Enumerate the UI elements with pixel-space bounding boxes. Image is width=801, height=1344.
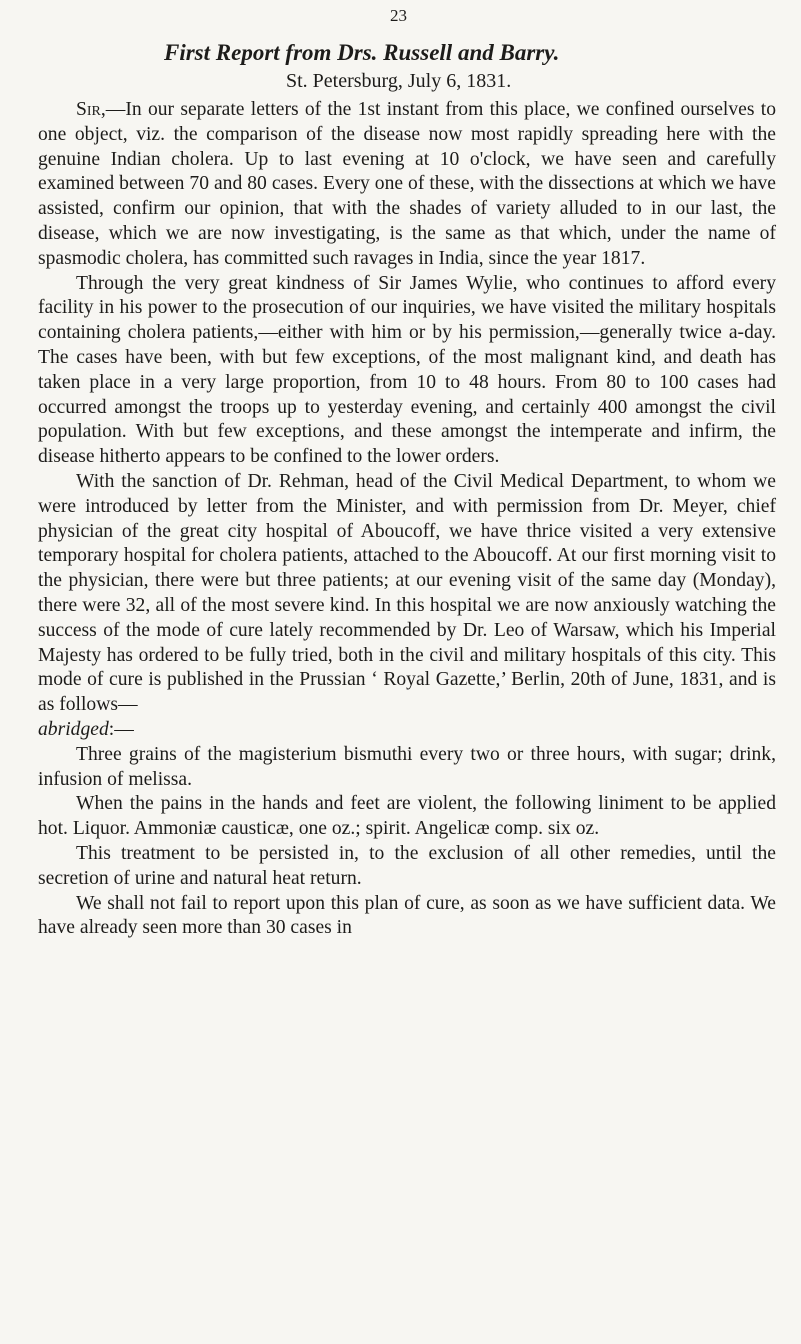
report-body xyxy=(38,98,776,941)
paragraph-1 xyxy=(38,98,776,272)
paragraph-1-text: —In our separate letters of the 1st instant from this place, we confined ourselves to one object, viz. the comparison of the disease now most rapidly spreading here with the genuine Indian cholera. Up to last evening at 10 o'clock, we have seen and carefully examined between 70 and 80 cases. Every one of these, with the dissections at which we have assisted, confirm our opinion, that with the shades of variety alluded to in our last, the disease, which we are now investigating, is the same as that which, under the name of spasmodic cholera, has committed such ravages in India, since the year 1817. xyxy=(38,99,776,269)
page-number: 23 xyxy=(390,6,407,25)
dateline: St. Petersburg, July 6, 1831. xyxy=(286,70,512,92)
abridged-label: abridged xyxy=(38,718,109,740)
paragraph-6: This treatment to be persisted in, to the exclusion of all other remedies, until the secretion of urine and natural heat return. xyxy=(38,842,776,889)
paragraph-5: When the pains in the hands and feet are violent, the following liniment to be applied hot. Liquor. Ammoniæ causticæ, one oz.; spirit. Angelicæ comp. six oz. xyxy=(38,793,776,840)
abridged-suffix: :— xyxy=(108,718,134,740)
paragraph-4: Three grains of the magisterium bismuthi every two or three hours, with sugar; drink, infusion of melissa. xyxy=(38,743,776,790)
paragraph-3-text: With the sanction of Dr. Rehman, head of the Civil Medical Department, to whom we were introduced by letter from the Minister, and with permission from Dr. Meyer, chief physician of the great city hospital of Aboucoff, we have thrice visited a very extensive temporary hospital for cholera patients, attached to the Aboucoff. At our first morning visit to the physician, there were but three patients; at our evening visit of the same day (Monday), there were 32, all of the most severe kind. In this hospital we are now anxiously watching the success of the mode of cure lately recommended by Dr. Leo of Warsaw, which his Imperial Majesty has ordered to be fully tried, both in the civil and military hospitals of this city. This mode of cure is published in the Prussian ‘ Royal Gazette,’ Berlin, 20th of June, 1831, and is as follows— xyxy=(38,470,776,716)
paragraph-3 xyxy=(38,470,776,743)
salutation: Sir, xyxy=(76,99,106,120)
paragraph-7: We shall not fail to report upon this plan of cure, as soon as we have sufficient data. We have already seen more than 30 cases in xyxy=(38,892,776,939)
paragraph-2: Through the very great kindness of Sir James Wylie, who continues to afford every facility in his power to the prosecution of our inquiries, we have visited the military hospitals containing cholera patients,—either with him or by his permission,—generally twice a-day. The cases have been, with but few exceptions, of the most malignant kind, and death has taken place in a very large proportion, from 10 to 48 hours. From 80 to 100 cases had occurred amongst the troops up to yesterday evening, and certainly 400 amongst the civil population. With but few exceptions, and these amongst the intemperate and infirm, the disease hitherto appears to be confined to the lower orders. xyxy=(38,272,776,468)
report-heading: First Report from Drs. Russell and Barry. xyxy=(164,40,560,65)
